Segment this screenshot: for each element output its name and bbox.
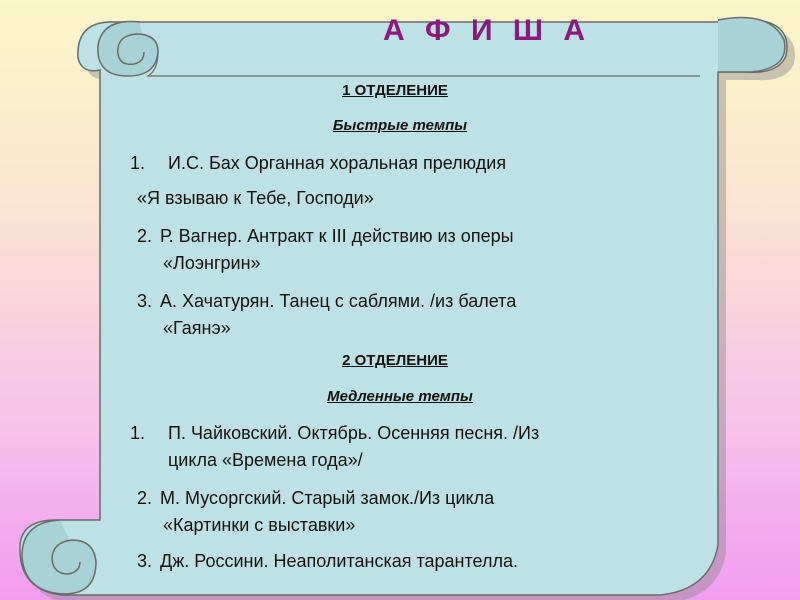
s1-item-3-line-1: А. Хачатурян. Танец с саблями. /из балета [160, 291, 517, 311]
s2-item-2-line-2: «Картинки с выставки» [163, 515, 356, 535]
s1-item-2-line-1: Р. Вагнер. Антракт к III действию из оперы [160, 226, 514, 246]
s1-item-1-num: 1. [130, 153, 146, 173]
s1-item-2-num: 2. [137, 226, 153, 246]
s2-item-1-line-1: П. Чайковский. Октябрь. Осенняя песня. /Из [168, 423, 540, 443]
s1-item-3-line-2: «Гаянэ» [163, 318, 231, 338]
s2-item-3-num: 3. [137, 551, 153, 571]
section-2-heading: 2 ОТДЕЛЕНИЕ [342, 352, 448, 369]
s1-item-1-line-1: И.С. Бах Органная хоральная прелюдия [168, 153, 507, 173]
section-2-tempo: Медленные темпы [327, 388, 473, 405]
s2-item-1-num: 1. [130, 423, 146, 443]
section-1-heading: 1 ОТДЕЛЕНИЕ [342, 82, 448, 99]
s1-item-3-num: 3. [137, 291, 153, 311]
section-1-tempo: Быстрые темпы [332, 117, 468, 134]
s1-item-1b-line-1: «Я взываю к Тебе, Господи» [137, 188, 374, 208]
page-title: А Ф И Ш А [383, 14, 591, 47]
s2-item-3-line-1: Дж. Россини. Неаполитанская тарантелла. [160, 551, 518, 571]
s2-item-2-num: 2. [137, 488, 153, 508]
s2-item-2-line-1: М. Мусоргский. Старый замок./Из цикла [160, 488, 495, 508]
s1-item-2-line-2: «Лоэнгрин» [163, 253, 261, 273]
s2-item-1-line-2: цикла «Времена года»/ [168, 450, 363, 470]
